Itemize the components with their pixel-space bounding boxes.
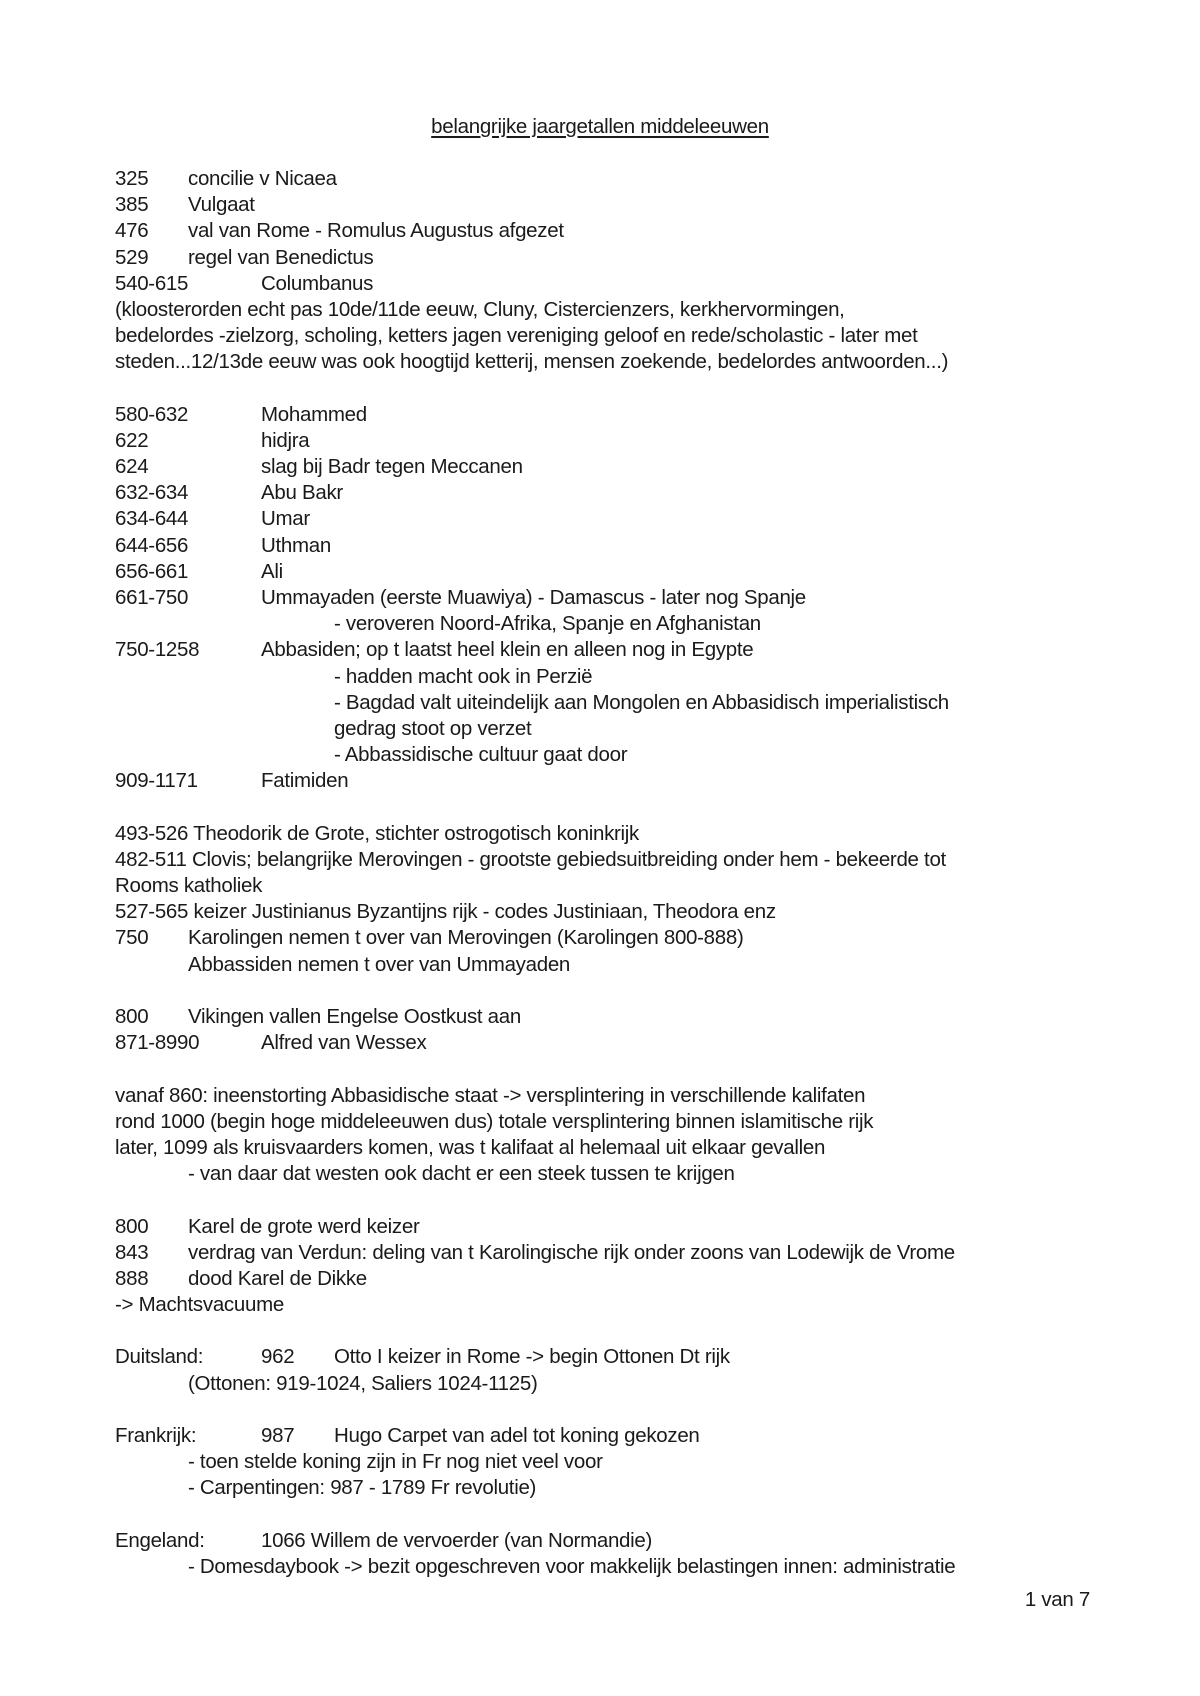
year: 644-656 bbox=[115, 533, 189, 557]
sub-line: - hadden macht ook in Perzië bbox=[334, 664, 593, 688]
timeline-row bbox=[115, 925, 1125, 951]
note-line: bedelordes -zielzorg, scholing, ketters jagen vereniging geloof en rede/scholastic - later met bbox=[115, 324, 918, 348]
year: 962 bbox=[261, 1345, 295, 1369]
year: 529 bbox=[115, 245, 149, 269]
timeline-row bbox=[115, 245, 1125, 271]
year: 634-644 bbox=[115, 507, 189, 531]
year: 580-632 bbox=[115, 402, 189, 426]
event: Abu Bakr bbox=[261, 481, 343, 505]
year: 750-1258 bbox=[115, 638, 200, 662]
event: Mohammed bbox=[261, 402, 367, 426]
text-line: 493-526 Theodorik de Grote, stichter ostrogotisch koninkrijk bbox=[115, 821, 640, 845]
country-row-frankrijk bbox=[115, 1423, 1125, 1449]
year: 661-750 bbox=[115, 586, 189, 609]
timeline-row bbox=[115, 218, 1125, 244]
timeline-row bbox=[115, 271, 1125, 297]
text-line: Rooms katholiek bbox=[115, 874, 263, 898]
timeline-row bbox=[115, 1240, 1125, 1266]
event: hidjra bbox=[261, 428, 310, 452]
note-line: steden...12/13de eeuw was ook hoogtijd ketterij, mensen zoekende, bedelordes antwoorden...) bbox=[115, 350, 949, 374]
year: 325 bbox=[115, 167, 149, 190]
year: 622 bbox=[115, 428, 149, 452]
page-title: belangrijke jaargetallen middeleeuwen bbox=[431, 115, 769, 138]
event: Umar bbox=[261, 507, 310, 531]
page-number: 1 van 7 bbox=[1024, 1588, 1090, 1611]
event: Otto I keizer in Rome -> begin Ottonen Dt rijk bbox=[334, 1345, 730, 1369]
event: Karolingen nemen t over van Merovingen (Karolingen 800-888) bbox=[188, 926, 744, 950]
sub-line: - Abbassidische cultuur gaat door bbox=[334, 743, 628, 767]
year: 385 bbox=[115, 193, 149, 217]
timeline-row bbox=[115, 428, 1125, 454]
year: 540-615 bbox=[115, 271, 189, 295]
note-line: (kloosterorden echt pas 10de/11de eeuw, Cluny, Cistercienzers, kerkhervormingen, bbox=[115, 297, 845, 321]
event: Abbasiden; op t laatst heel klein en alleen nog in Egypte bbox=[261, 638, 754, 662]
event: concilie v Nicaea bbox=[188, 167, 337, 190]
sub-line: gedrag stoot op verzet bbox=[334, 716, 532, 740]
year: 888 bbox=[115, 1266, 149, 1290]
sub-line: (Ottonen: 919-1024, Saliers 1024-1125) bbox=[188, 1371, 538, 1395]
timeline-row bbox=[115, 768, 1125, 794]
timeline-row bbox=[115, 402, 1125, 428]
year: 987 bbox=[261, 1424, 295, 1447]
timeline-row bbox=[115, 1030, 1125, 1056]
event: Uthman bbox=[261, 533, 331, 557]
text-line: -> Machtsvacuume bbox=[115, 1293, 284, 1317]
text-line: 482-511 Clovis; belangrijke Merovingen - grootste gebiedsuitbreiding onder hem - bekeerde tot bbox=[115, 847, 946, 871]
event: Columbanus bbox=[261, 271, 374, 295]
sub-line: - van daar dat westen ook dacht er een steek tussen te krijgen bbox=[188, 1162, 735, 1186]
text-line: vanaf 860: ineenstorting Abbasidische staat -> versplintering in verschillende kalifaten bbox=[115, 1083, 866, 1107]
year: 750 bbox=[115, 926, 149, 950]
timeline-row bbox=[115, 166, 1125, 192]
event: verdrag van Verdun: deling van t Karolingische rijk onder zoons van Lodewijk de Vrome bbox=[188, 1240, 955, 1264]
event: Ali bbox=[261, 559, 283, 583]
timeline-row bbox=[115, 533, 1125, 559]
document-body bbox=[115, 166, 1125, 1580]
event: regel van Benedictus bbox=[188, 245, 374, 269]
timeline-row bbox=[115, 192, 1125, 218]
timeline-row bbox=[115, 585, 1125, 611]
year: 800 bbox=[115, 1005, 149, 1028]
sub-line: - Bagdad valt uiteindelijk aan Mongolen en Abbasidisch imperialistisch bbox=[334, 690, 949, 714]
event: 1066 Willem de vervoerder (van Normandie) bbox=[261, 1528, 653, 1552]
event: Karel de grote werd keizer bbox=[188, 1214, 420, 1238]
year: 656-661 bbox=[115, 559, 189, 583]
sub-line: - Domesdaybook -> bezit opgeschreven voor makkelijk belastingen innen: administratie bbox=[188, 1554, 956, 1578]
year: 843 bbox=[115, 1240, 149, 1264]
country-label: Duitsland: bbox=[115, 1345, 204, 1369]
event: Vulgaat bbox=[188, 193, 255, 217]
event: Fatimiden bbox=[261, 769, 349, 793]
timeline-row bbox=[115, 1004, 1125, 1030]
year: 476 bbox=[115, 219, 149, 243]
event: Alfred van Wessex bbox=[261, 1031, 427, 1055]
timeline-row bbox=[115, 1214, 1125, 1240]
event: Ummayaden (eerste Muawiya) - Damascus - later nog Spanje bbox=[261, 586, 806, 609]
country-label: Engeland: bbox=[115, 1528, 205, 1552]
text-line: 527-565 keizer Justinianus Byzantijns rijk - codes Justiniaan, Theodora enz bbox=[115, 900, 776, 924]
timeline-row bbox=[115, 559, 1125, 585]
text-line: later, 1099 als kruisvaarders komen, was t kalifaat al helemaal uit elkaar gevallen bbox=[115, 1135, 826, 1159]
timeline-row bbox=[115, 637, 1125, 663]
year: 632-634 bbox=[115, 481, 189, 505]
sub-line: Abbassiden nemen t over van Ummayaden bbox=[188, 952, 571, 976]
text-line: rond 1000 (begin hoge middeleeuwen dus) totale versplintering binnen islamitische rijk bbox=[115, 1109, 874, 1133]
timeline-row bbox=[115, 454, 1125, 480]
year: 871-8990 bbox=[115, 1031, 200, 1055]
country-label: Frankrijk: bbox=[115, 1424, 197, 1447]
sub-line: - toen stelde koning zijn in Fr nog niet veel voor bbox=[188, 1450, 603, 1474]
timeline-row bbox=[115, 1266, 1125, 1292]
timeline-row bbox=[115, 480, 1125, 506]
year: 909-1171 bbox=[115, 769, 198, 793]
sub-line: - veroveren Noord-Afrika, Spanje en Afghanistan bbox=[334, 612, 761, 636]
year: 624 bbox=[115, 455, 149, 479]
event: slag bij Badr tegen Meccanen bbox=[261, 455, 523, 479]
country-row-engeland bbox=[115, 1528, 1125, 1554]
event: Hugo Carpet van adel tot koning gekozen bbox=[334, 1424, 700, 1447]
country-row-duitsland bbox=[115, 1344, 1125, 1370]
event: Vikingen vallen Engelse Oostkust aan bbox=[188, 1005, 521, 1028]
event: val van Rome - Romulus Augustus afgezet bbox=[188, 219, 564, 243]
year: 800 bbox=[115, 1214, 149, 1238]
event: dood Karel de Dikke bbox=[188, 1266, 367, 1290]
sub-line: - Carpentingen: 987 - 1789 Fr revolutie) bbox=[188, 1476, 537, 1500]
timeline-row bbox=[115, 506, 1125, 532]
